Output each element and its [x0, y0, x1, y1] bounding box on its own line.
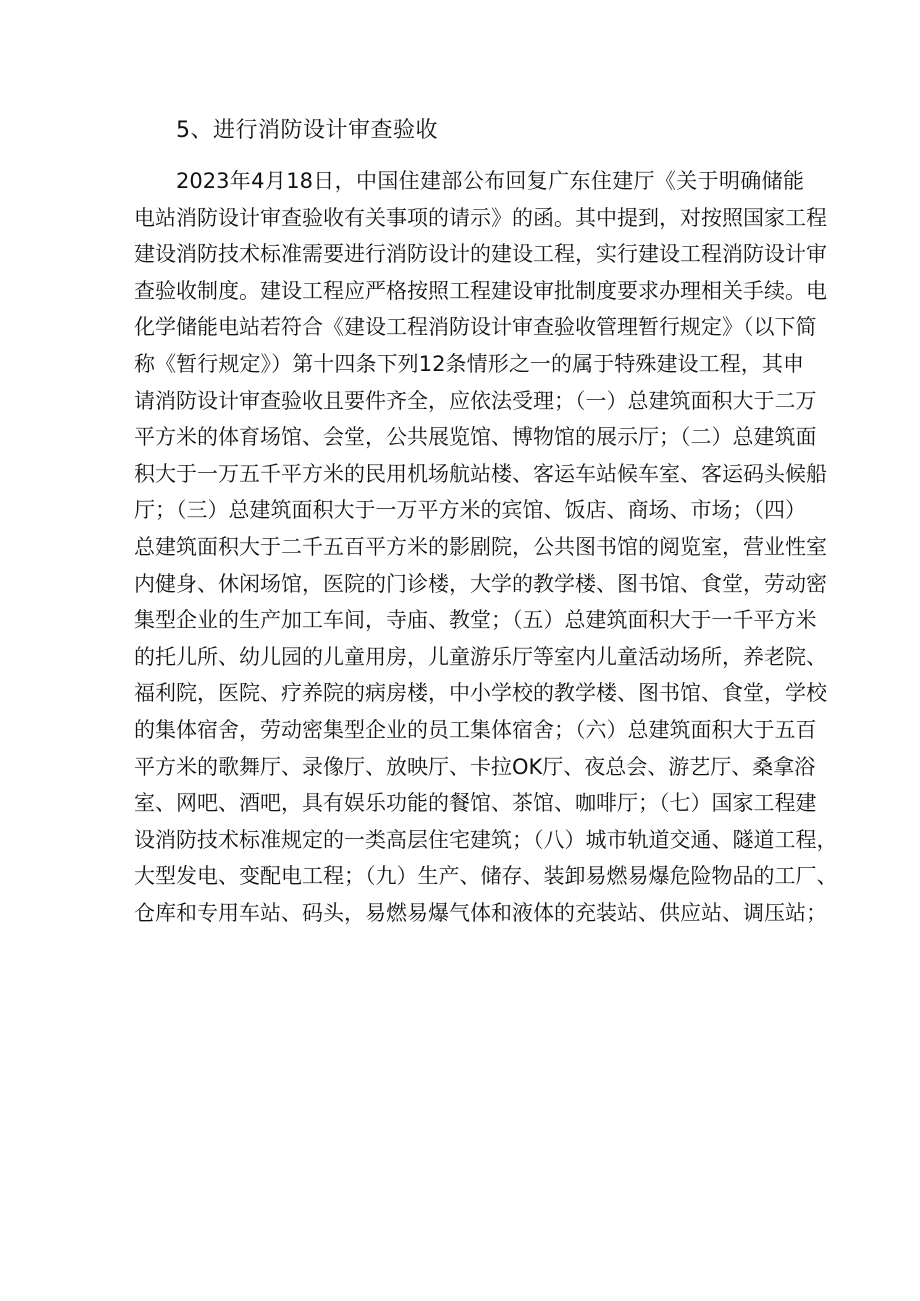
- paragraph-line: 大型发电、变配电工程；（九）生产、储存、装卸易燃易爆危险物品的工厂、: [134, 864, 838, 889]
- section-heading: 5、进行消防设计审查验收: [176, 118, 438, 143]
- paragraph-line: 福利院，医院、疗养院的病房楼，中小学校的教学楼、图书馆、食堂，学校: [134, 681, 827, 706]
- paragraph-line: 仓库和专用车站、码头，易燃易爆气体和液体的充装站、供应站、调压站；: [134, 900, 827, 925]
- paragraph-line: 2023年4月18日，中国住建部公布回复广东住建厅《关于明确储能: [176, 169, 804, 193]
- paragraph-line: 的托儿所、幼儿园的儿童用房，儿童游乐厅等室内儿童活动场所，养老院、: [134, 644, 827, 669]
- paragraph-line: 化学储能电站若符合《建设工程消防设计审查验收管理暂行规定》（以下简: [134, 315, 817, 340]
- paragraph-line: 称《暂行规定》）第十四条下列12条情形之一的属于特殊建设工程，其申: [134, 351, 804, 376]
- body-paragraph: [134, 163, 838, 931]
- paragraph-line: 电站消防设计审查验收有关事项的请示》的函。其中提到，对按照国家工程: [134, 205, 827, 230]
- paragraph-line: 室、网吧、酒吧，具有娱乐功能的餐馆、茶馆、咖啡厅；（七）国家工程建: [134, 791, 817, 816]
- paragraph-line: 请消防设计审查验收且要件齐全，应依法受理；（一）总建筑面积大于二万: [134, 388, 817, 413]
- paragraph-line: 总建筑面积大于二千五百平方米的影剧院，公共图书馆的阅览室，营业性室: [134, 534, 827, 559]
- paragraph-line: 集型企业的生产加工车间，寺庙、教堂；（五）总建筑面积大于一千平方米: [134, 608, 817, 633]
- paragraph-line: 内健身、休闲场馆，医院的门诊楼，大学的教学楼、图书馆、食堂，劳动密: [134, 571, 827, 596]
- paragraph-line: 积大于一万五千平方米的民用机场航站楼、客运车站候车室、客运码头候船: [134, 461, 827, 486]
- paragraph-line: 厅；（三）总建筑面积大于一万平方米的宾馆、饭店、商场、市场；（四）: [134, 498, 806, 523]
- paragraph-line: 查验收制度。建设工程应严格按照工程建设审批制度要求办理相关手续。电: [134, 278, 827, 303]
- paragraph-line: 设消防技术标准规定的一类高层住宅建筑；（八）城市轨道交通、隧道工程，: [134, 827, 838, 852]
- paragraph-line: 的集体宿舍，劳动密集型企业的员工集体宿舍；（六）总建筑面积大于五百: [134, 717, 817, 742]
- paragraph-line: 建设消防技术标准需要进行消防设计的建设工程，实行建设工程消防设计审: [134, 242, 827, 267]
- paragraph-line: 平方米的体育场馆、会堂，公共展览馆、博物馆的展示厅；（二）总建筑面: [134, 425, 817, 450]
- paragraph-line: 平方米的歌舞厅、录像厅、放映厅、卡拉OK厅、夜总会、游艺厅、桑拿浴: [134, 754, 816, 779]
